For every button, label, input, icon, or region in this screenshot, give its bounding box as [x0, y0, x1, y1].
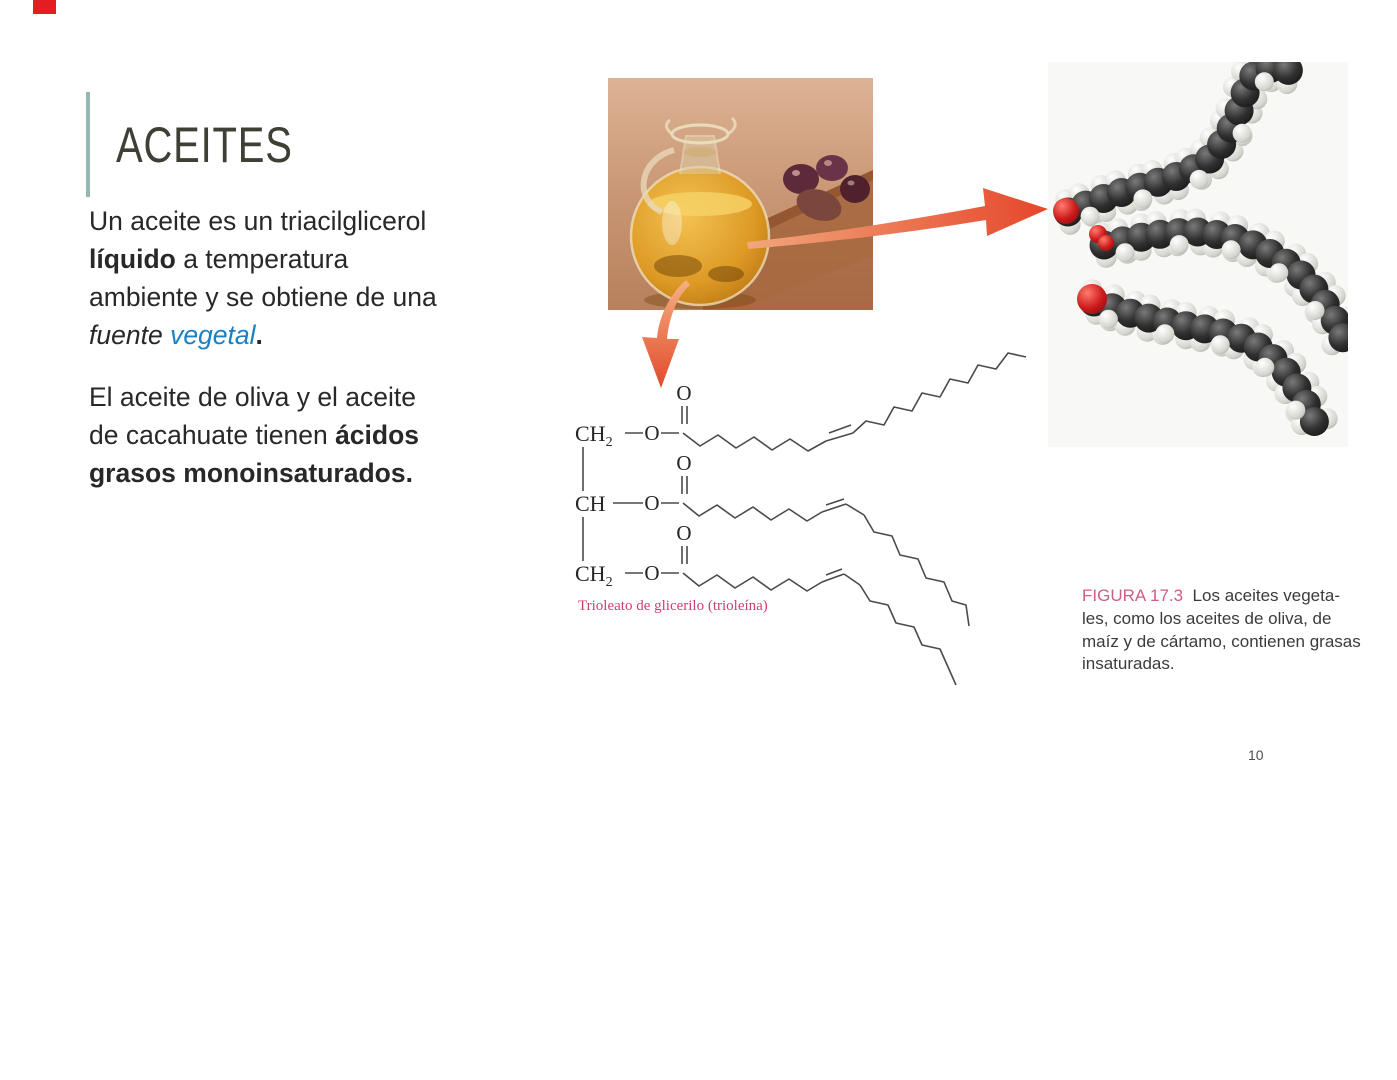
text-run: a temperatura: [175, 244, 349, 274]
text-run: FIGURA 17.3: [1082, 586, 1184, 605]
svg-text:O: O: [644, 561, 660, 585]
svg-text:O: O: [676, 381, 692, 405]
text-run: Los aceites vegeta-: [1183, 586, 1340, 605]
text-line: [89, 378, 419, 416]
svg-text:O: O: [676, 451, 692, 475]
text-run: líquido: [89, 244, 176, 274]
text-line: [1082, 608, 1392, 631]
triglyceride-structure: [563, 345, 1033, 700]
text-run: ambiente y se obtiene de una: [89, 282, 437, 312]
figure-caption: [1082, 585, 1392, 676]
structure-caption: Trioleato de glicerilo (trioleína): [578, 598, 768, 614]
red-accent-marker: [33, 0, 56, 14]
text-line: [89, 416, 419, 454]
text-line: [1082, 631, 1392, 654]
svg-text:CH2: $CH_2$: [575, 561, 613, 590]
text-line: [89, 202, 437, 240]
text-run: [163, 320, 170, 350]
page-number: 10: [1248, 747, 1264, 763]
text-run: Un aceite es un triacilglicerol: [89, 206, 427, 236]
title-accent-bar: [86, 92, 90, 197]
text-run: les, como los aceites de oliva, de: [1082, 608, 1332, 628]
text-line: [89, 240, 437, 278]
svg-text:O: O: [676, 521, 692, 545]
svg-text:CH: CH: [575, 491, 606, 516]
svg-text:CH2: $CH_2$: [575, 421, 613, 450]
text-run: fuente: [89, 320, 163, 350]
text-line: [89, 278, 437, 316]
page-title: ACEITES: [116, 117, 293, 173]
molecule-model: [1048, 62, 1348, 447]
second-paragraph: [89, 378, 419, 492]
tapered-arrow-right-icon: [745, 178, 1050, 262]
intro-paragraph: [89, 202, 437, 354]
text-line: [89, 316, 437, 354]
text-run: de cacahuate tienen: [89, 420, 336, 450]
text-run: maíz y de cártamo, contienen grasas: [1082, 631, 1361, 651]
text-run: insaturadas.: [1082, 654, 1175, 674]
text-run: vegetal: [170, 320, 256, 350]
svg-text:O: O: [644, 491, 660, 515]
svg-text:O: O: [644, 421, 660, 445]
text-line: [1082, 585, 1392, 608]
text-run: .: [255, 320, 263, 350]
text-line: [1082, 653, 1392, 676]
text-run: El aceite de oliva y el aceite: [89, 382, 417, 412]
text-run: grasos monoinsaturados.: [89, 458, 413, 488]
text-run: ácidos: [335, 420, 420, 450]
text-line: [89, 454, 419, 492]
